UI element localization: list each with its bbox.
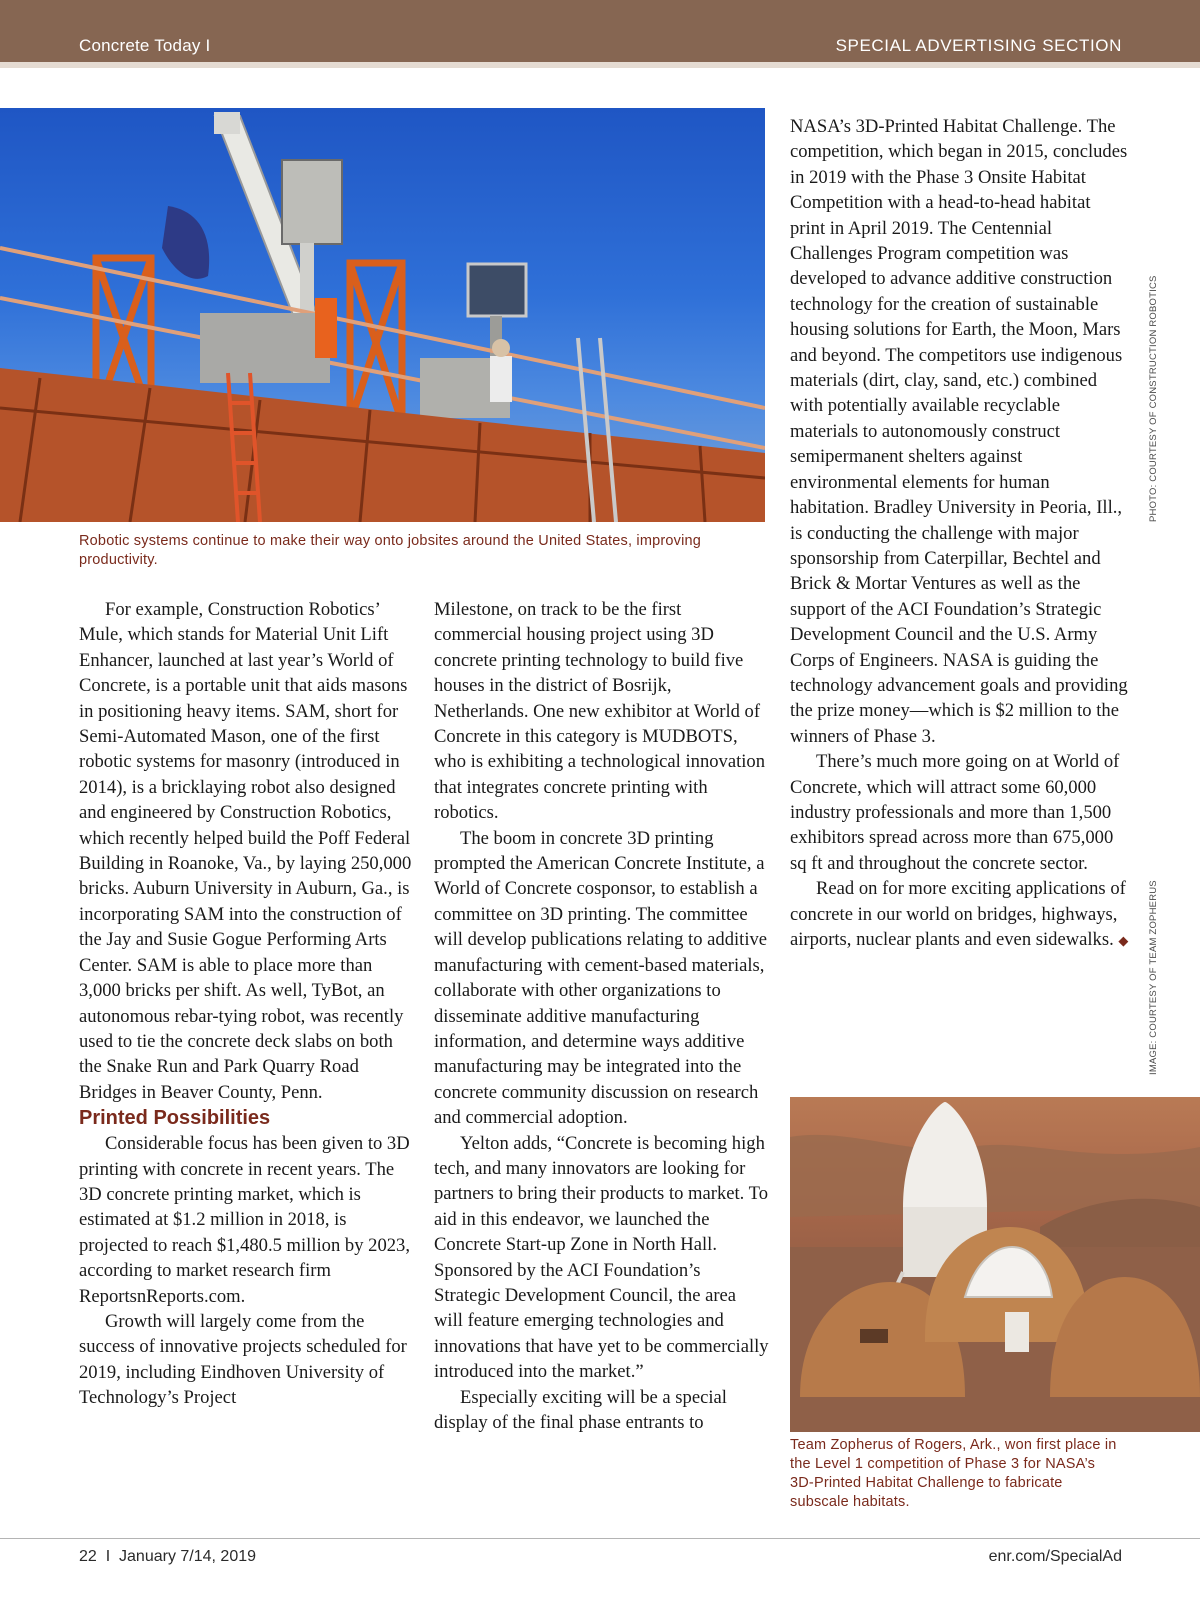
habitat-image-caption: Team Zopherus of Rogers, Ark., won first place in the Level 1 competition of Phase 3 for NASA’s 3D-Printed Habitat Challenge to fabricate subscale habitats. <box>790 1437 1117 1510</box>
robotics-photo-caption: Robotic systems continue to make their way onto jobsites around the United States, improving productivity. <box>79 533 702 568</box>
habitat-illustration <box>790 1097 1200 1432</box>
end-of-article-icon: ◆ <box>1118 933 1129 948</box>
robotics-photo-illustration <box>0 108 765 522</box>
robotics-jobsite-photo <box>0 108 765 522</box>
article-column-1 <box>79 597 414 1411</box>
mars-habitat-image <box>790 1097 1200 1432</box>
subhead-printed-possibilities: Printed Possibilities <box>79 1107 271 1130</box>
article-paragraph: Growth will largely come from the success of innovative projects scheduled for 2019, including Eindhoven University of Technology’s Project <box>79 1310 407 1409</box>
closing-sentence: Read on for more exciting applications of concrete in our world on bridges, highways, airports, nuclear plants and even sidewalks. <box>790 878 1126 950</box>
article-paragraph: NASA’s 3D-Printed Habitat Challenge. The competition, which began in 2015, concludes in 2019 with the Phase 3 Onsite Habitat Competition with a head-to-head habitat print in April 2019. The Centennial Challenges Program competition was developed to advance additive construction technology for the creation of sustainable housing solutions for Earth, the Moon, Mars and beyond. The competitors use indigenous materials (dirt, clay, sand, etc.) combined with potentially available recyclable materials to autonomously construct semipermanent shelters against environmental elements for human habitation. Bradley University in Peoria, Ill., is conducting the challenge with major sponsorship from Caterpillar, Bechtel and Brick & Mortar Ventures as well as the support of the ACI Foundation’s Strategic Development Council and the U.S. Army Corps of Engineers. NASA is guiding the technology advancement goals and providing the prize money—which is $2 million to the winners of Phase 3. <box>790 116 1128 747</box>
footer-rule <box>0 1538 1200 1539</box>
article-column-3 <box>790 114 1130 953</box>
article-paragraph <box>790 876 1130 953</box>
photo-credit: PHOTO: COURTESY OF CONSTRUCTION ROBOTICS <box>1148 275 1159 522</box>
page-number-date: 22 I January 7/14, 2019 <box>79 1548 257 1565</box>
article-column-2 <box>434 597 769 1435</box>
website-link[interactable]: enr.com/SpecialAd <box>988 1548 1122 1565</box>
article-paragraph: Milestone, on track to be the first commercial housing project using 3D concrete printing technology to build five houses in the district of Bosrijk, Netherlands. One new exhibitor at World of Concrete in this category is MUDBOTS, who is exhibiting a technological innovation that integrates concrete printing with robotics. <box>434 599 766 824</box>
special-advertising-label: SPECIAL ADVERTISING SECTION <box>835 36 1122 55</box>
article-paragraph: Yelton adds, “Concrete is becoming high tech, and many innovators are looking for partners to bring their products to market. To aid in this endeavor, we launched the Concrete Start-up Zone in North Hall. Sponsored by the ACI Foundation’s Strategic Development Council, the area will feature emerging technologies and innovations that have yet to be commercially introduced into the market.” <box>434 1132 769 1383</box>
article-paragraph: The boom in concrete 3D printing prompted the American Concrete Institute, a World of Concrete cosponsor, to establish a committee on 3D printing. The committee will develop publications relating to additive manufacturing with cement-based materials, collaborate with other organizations to disseminate additive manufacturing information, and determine ways additive manufacturing may be integrated into the concrete community discussion on research and commercial adoption. <box>434 827 768 1129</box>
article-paragraph: For example, Construction Robotics’ Mule, which stands for Material Unit Lift Enhancer, launched at last year’s World of Concrete, is a portable unit that aids masons in positioning heavy items. SAM, short for Semi-Automated Mason, one of the first robotic systems for masonry (introduced in 2014), is a bricklaying robot also designed and engineered by Construction Robotics, which recently helped build the Poff Federal Building in Roanoke, Va., by laying 250,000 bricks. Auburn University in Auburn, Ga., is incorporating SAM into the construction of the Jay and Susie Gogue Performing Arts Center. SAM is able to place more than 3,000 bricks per shift. As well, TyBot, an autonomous rebar-tying robot, was recently used to tie the concrete deck slabs on both the Snake Run and Park Quarry Road Bridges in Beaver County, Penn. <box>79 599 412 1103</box>
header-rule <box>0 62 1200 68</box>
image-credit: IMAGE: COURTESY OF TEAM ZOPHERUS <box>1148 880 1159 1075</box>
section-title: Concrete Today I <box>79 36 211 55</box>
header-bar <box>0 0 1200 62</box>
article-paragraph: Considerable focus has been given to 3D printing with concrete in recent years. The 3D concrete printing market, which is estimated at $1.2 million in 2018, is projected to reach $1,480.5 million by 2023, according to market research firm ReportsnReports.com. <box>79 1133 411 1307</box>
article-paragraph: There’s much more going on at World of Concrete, which will attract some 60,000 industry professionals and more than 1,500 exhibitors spread across more than 675,000 sq ft and throughout the concrete sector. <box>790 751 1120 874</box>
article-paragraph: Especially exciting will be a special display of the final phase entrants to <box>434 1386 727 1433</box>
